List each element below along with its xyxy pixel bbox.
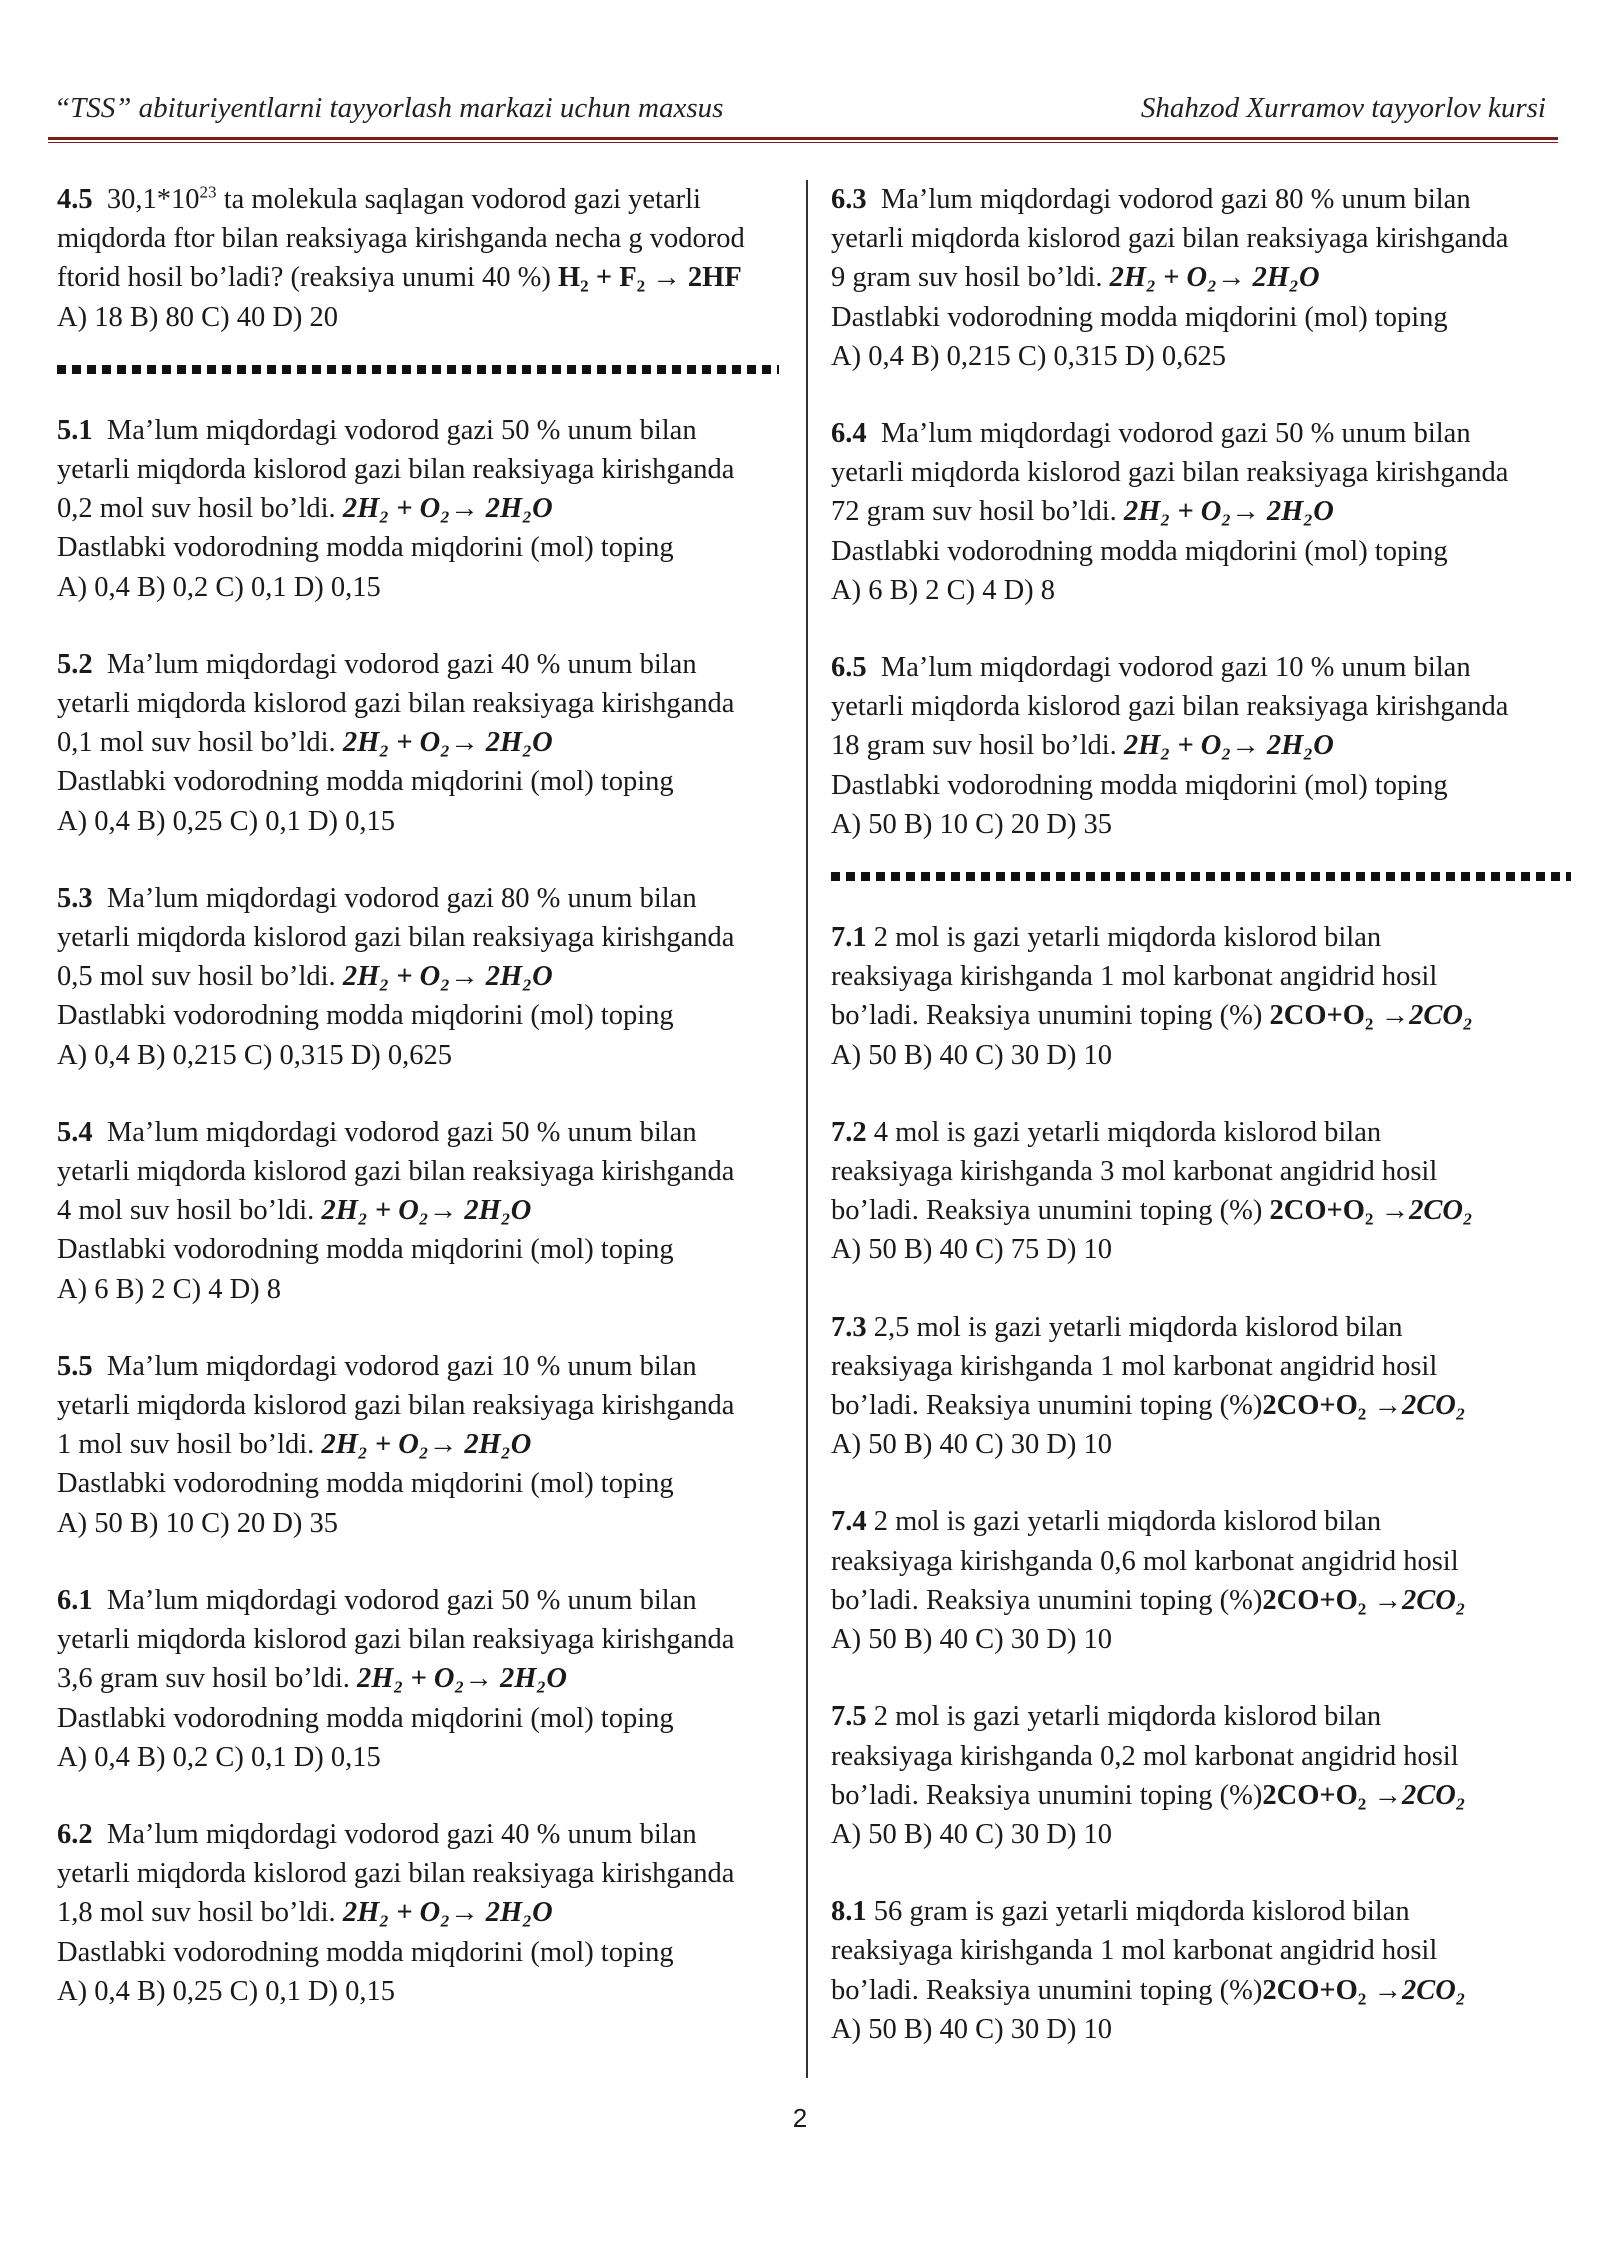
question-text: Dastlabki vodorodning modda miqdorini (mol) toping [57,1000,674,1032]
question-number: 5.5 [57,1350,93,1382]
question-text: Dastlabki vodorodning modda miqdorini (mol) toping [831,301,1448,333]
question-text: Dastlabki vodorodning modda miqdorini (mol) toping [57,1702,674,1734]
question-5-2 [57,645,779,841]
question-text: yetarli miqdorda kislorod gazi bilan reaksiyaga kirishganda [831,691,1509,723]
dotted-separator [831,872,1571,881]
question-text: Ma’lum miqdordagi vodorod gazi 50 % unum bilan [106,414,697,446]
answer-options: A) 50 B) 40 C) 30 D) 10 [831,1429,1113,1461]
question-text: 56 gram is gazi yetarli miqdorda kislorod bilan [866,1896,1410,1928]
answer-options: A) 6 B) 2 C) 4 D) 8 [57,1273,282,1305]
question-text: yetarli miqdorda kislorod gazi bilan reaksiyaga kirishganda [57,454,735,486]
question-text: Ma’lum miqdordagi vodorod gazi 50 % unum bilan [106,1116,697,1148]
answer-options: A) 0,4 B) 0,2 C) 0,1 D) 0,15 [57,1741,381,1773]
question-number: 5.1 [57,414,93,446]
question-text: yetarli miqdorda kislorod gazi bilan reaksiyaga kirishganda [831,457,1509,489]
reaction-equation: 2H₂ + O₂→ 2H₂O [321,1195,532,1227]
question-text: 4 mol is gazi yetarli miqdorda kislorod bilan [866,1116,1382,1148]
reaction-product: 2CO₂ [1409,1000,1473,1032]
left-column [57,180,779,2011]
question-text: reaksiyaga kirishganda 1 mol karbonat angidrid hosil [831,1350,1438,1382]
reaction-product: 2CO₂ [1401,1779,1466,1811]
question-text: yetarli miqdorda kislorod gazi bilan reaksiyaga kirishganda [57,922,735,954]
reaction-product: 2CO₂ [1401,1974,1466,2006]
question-text: Dastlabki vodorodning modda miqdorini (mol) toping [57,766,674,798]
dotted-separator [57,365,779,374]
question-number: 6.1 [57,1584,93,1616]
answer-options: A) 0,4 B) 0,215 C) 0,315 D) 0,625 [831,340,1227,372]
right-column [831,180,1571,2049]
question-number: 4.5 [57,184,93,215]
question-number: 7.1 [831,922,867,954]
question-text: Ma’lum miqdordagi vodorod gazi 80 % unum bilan [106,882,697,914]
question-number: 5.2 [57,648,93,680]
question-4-5 [57,180,779,337]
question-text: 0,2 mol suv hosil bo’ldi. [57,493,343,525]
question-text: ftorid hosil bo’ladi? (reaksiya unumi 40 %) [57,262,559,294]
question-text: Ma’lum miqdordagi vodorod gazi 10 % unum bilan [880,652,1471,684]
question-7-1 [831,918,1571,1075]
question-text: Ma’lum miqdordagi vodorod gazi 50 % unum bilan [106,1584,697,1616]
question-text: Ma’lum miqdordagi vodorod gazi 80 % unum bilan [880,184,1471,215]
reaction-equation: 2H₂ + O₂→ 2H₂O [1109,262,1320,294]
question-text: Dastlabki vodorodning modda miqdorini (mol) toping [57,1936,674,1968]
question-5-1 [57,411,779,607]
question-number: 7.3 [831,1311,867,1343]
question-text: miqdorda ftor bilan reaksiyaga kirishganda necha g vodorod [57,223,745,255]
answer-options: A) 50 B) 10 C) 20 D) 35 [57,1507,339,1539]
question-text: 2 mol is gazi yetarli miqdorda kislorod bilan [866,922,1382,954]
reaction-equation: 2H₂ + O₂→ 2H₂O [1123,730,1334,762]
question-text: ta molekula saqlagan vodorod gazi yetarli [216,184,701,215]
question-text: bo’ladi. Reaksiya unumini toping (%) [831,1195,1270,1227]
question-text: 4 mol suv hosil bo’ldi. [57,1195,322,1227]
question-text: yetarli miqdorda kislorod gazi bilan reaksiyaga kirishganda [57,1858,735,1890]
page-header [54,92,1546,132]
reaction-equation: 2CO+O₂ → [1262,1779,1402,1811]
question-8-1 [831,1892,1571,2049]
question-text: 0,5 mol suv hosil bo’ldi. [57,961,343,993]
question-text: Ma’lum miqdordagi vodorod gazi 40 % unum bilan [106,648,697,680]
question-text: 1 mol suv hosil bo’ldi. [57,1429,322,1461]
question-number: 6.3 [831,184,867,215]
question-text: Dastlabki vodorodning modda miqdorini (mol) toping [57,1468,674,1500]
question-text: reaksiyaga kirishganda 0,2 mol karbonat angidrid hosil [831,1740,1459,1772]
question-text: Dastlabki vodorodning modda miqdorini (mol) toping [831,535,1448,567]
question-text: 9 gram suv hosil bo’ldi. [831,262,1110,294]
question-number: 6.4 [831,418,867,450]
header-rule-thick [48,137,1558,140]
answer-options: A) 0,4 B) 0,2 C) 0,1 D) 0,15 [57,571,381,603]
reaction-product: 2CO₂ [1401,1390,1466,1422]
reaction-equation: 2CO+O₂ → [1269,1000,1410,1032]
reaction-equation: 2H₂ + O₂→ 2H₂O [342,961,553,993]
question-6-4 [831,414,1571,610]
question-5-5 [57,1347,779,1543]
reaction-product: 2CO₂ [1401,1584,1466,1616]
question-7-3 [831,1308,1571,1465]
question-text: reaksiyaga kirishganda 1 mol karbonat angidrid hosil [831,961,1438,993]
question-number: 7.5 [831,1701,867,1733]
question-6-1 [57,1581,779,1777]
question-text: 72 gram suv hosil bo’ldi. [831,496,1124,528]
question-text: bo’ladi. Reaksiya unumini toping (%) [831,1390,1263,1422]
question-7-4 [831,1502,1571,1659]
column-divider [806,180,808,2078]
question-text: 18 gram suv hosil bo’ldi. [831,730,1124,762]
reaction-equation: 2CO+O₂ → [1262,1584,1402,1616]
question-text: 0,1 mol suv hosil bo’ldi. [57,727,343,759]
answer-options: A) 0,4 B) 0,25 C) 0,1 D) 0,15 [57,805,396,837]
question-text: Dastlabki vodorodning modda miqdorini (mol) toping [57,1234,674,1266]
question-number: 7.2 [831,1116,867,1148]
answer-options: A) 50 B) 40 C) 30 D) 10 [831,1818,1113,1850]
answer-options: A) 6 B) 2 C) 4 D) 8 [831,574,1056,606]
question-text: 2,5 mol is gazi yetarli miqdorda kislorod bilan [866,1311,1403,1343]
question-5-3 [57,879,779,1075]
question-text: 2 mol is gazi yetarli miqdorda kislorod bilan [866,1701,1382,1733]
reaction-equation: 2H₂ + O₂→ 2H₂O [342,1897,553,1929]
question-text: Ma’lum miqdordagi vodorod gazi 10 % unum bilan [106,1350,697,1382]
page-number: 2 [792,2103,808,2133]
question-text: 30,1*10 [106,184,200,215]
question-text: bo’ladi. Reaksiya unumini toping (%) [831,1000,1270,1032]
question-text: reaksiyaga kirishganda 1 mol karbonat angidrid hosil [831,1935,1438,1967]
answer-options: A) 50 B) 40 C) 75 D) 10 [831,1234,1113,1266]
reaction-equation: H₂ + F₂ → 2HF [558,262,742,294]
question-number: 5.3 [57,882,93,914]
question-text: yetarli miqdorda kislorod gazi bilan reaksiyaga kirishganda [831,223,1509,255]
reaction-product: 2CO₂ [1409,1195,1473,1227]
reaction-equation: 2CO+O₂ → [1262,1390,1402,1422]
question-7-5 [831,1697,1571,1854]
answer-options: A) 50 B) 40 C) 30 D) 10 [831,2013,1113,2045]
question-text: yetarli miqdorda kislorod gazi bilan reaksiyaga kirishganda [57,1156,735,1188]
header-left-title: “TSS” abituriyentlarni tayyorlash markazi uchun maxsus [54,92,724,124]
question-text: 2 mol is gazi yetarli miqdorda kislorod bilan [866,1506,1382,1538]
answer-options: A) 0,4 B) 0,25 C) 0,1 D) 0,15 [57,1975,396,2007]
reaction-equation: 2CO+O₂ → [1269,1195,1410,1227]
question-number: 6.2 [57,1818,93,1850]
reaction-equation: 2H₂ + O₂→ 2H₂O [357,1663,567,1695]
answer-options: A) 50 B) 40 C) 30 D) 10 [831,1624,1113,1656]
question-text: reaksiyaga kirishganda 3 mol karbonat angidrid hosil [831,1156,1438,1188]
header-right-title: Shahzod Xurramov tayyorlov kursi [1140,92,1546,124]
exponent: 23 [199,182,217,202]
question-number: 6.5 [831,652,867,684]
answer-options: A) 50 B) 10 C) 20 D) 35 [831,808,1113,840]
question-text: bo’ladi. Reaksiya unumini toping (%) [831,1974,1263,2006]
question-text: Dastlabki vodorodning modda miqdorini (mol) toping [831,769,1448,801]
question-text: Ma’lum miqdordagi vodorod gazi 40 % unum bilan [106,1818,697,1850]
question-number: 5.4 [57,1116,93,1148]
question-text: bo’ladi. Reaksiya unumini toping (%) [831,1584,1263,1616]
answer-options: A) 0,4 B) 0,215 C) 0,315 D) 0,625 [57,1039,453,1071]
reaction-equation: 2H₂ + O₂→ 2H₂O [1123,496,1334,528]
question-text: reaksiyaga kirishganda 0,6 mol karbonat angidrid hosil [831,1545,1459,1577]
question-text: 1,8 mol suv hosil bo’ldi. [57,1897,343,1929]
question-number: 7.4 [831,1506,867,1538]
reaction-equation: 2H₂ + O₂→ 2H₂O [342,727,553,759]
question-text: Dastlabki vodorodning modda miqdorini (mol) toping [57,532,674,564]
answer-options: A) 18 B) 80 C) 40 D) 20 [57,301,339,333]
header-rule-thin [48,142,1558,143]
question-text: yetarli miqdorda kislorod gazi bilan reaksiyaga kirishganda [57,1390,735,1422]
reaction-equation: 2CO+O₂ → [1262,1974,1402,2006]
question-text: yetarli miqdorda kislorod gazi bilan reaksiyaga kirishganda [57,688,735,720]
question-6-5 [831,648,1571,844]
question-6-2 [57,1815,779,2011]
question-text: bo’ladi. Reaksiya unumini toping (%) [831,1779,1263,1811]
reaction-equation: 2H₂ + O₂→ 2H₂O [342,493,553,525]
question-text: yetarli miqdorda kislorod gazi bilan reaksiyaga kirishganda [57,1624,735,1656]
question-6-3 [831,180,1571,376]
question-text: Ma’lum miqdordagi vodorod gazi 50 % unum bilan [880,418,1471,450]
question-7-2 [831,1113,1571,1270]
question-5-4 [57,1113,779,1309]
question-text: 3,6 gram suv hosil bo’ldi. [57,1663,358,1695]
question-number: 8.1 [831,1896,867,1928]
answer-options: A) 50 B) 40 C) 30 D) 10 [831,1039,1113,1071]
reaction-equation: 2H₂ + O₂→ 2H₂O [321,1429,532,1461]
